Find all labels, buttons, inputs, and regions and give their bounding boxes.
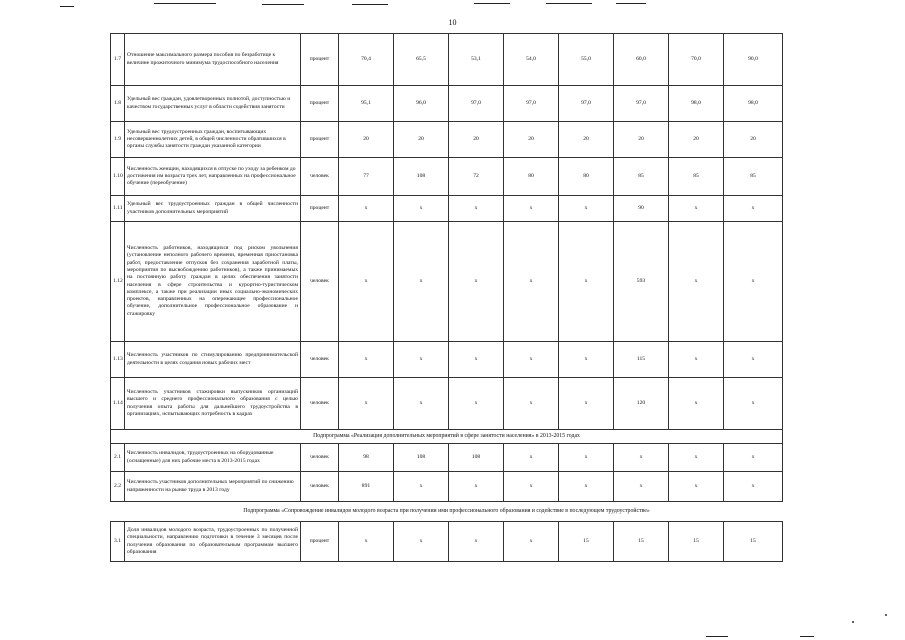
value-cell: 72 bbox=[449, 158, 504, 196]
unit: человек bbox=[301, 472, 339, 502]
unit: процент bbox=[301, 122, 339, 158]
value-cell: x bbox=[394, 378, 449, 430]
row-number: 1.8 bbox=[111, 86, 125, 122]
block-3 bbox=[111, 502, 783, 562]
value-cell: 77 bbox=[339, 158, 394, 196]
value-cell: 20 bbox=[559, 122, 614, 158]
row-number: 1.9 bbox=[111, 122, 125, 158]
table-row bbox=[111, 34, 783, 86]
scan-mark bbox=[706, 636, 728, 637]
subprogram-title: Подпрограмма «Сопровождение инвалидов молодого возраста при получении ими профессионального образования и содействие в последующем трудоустройстве» bbox=[243, 507, 650, 514]
subprogram-title: Подпрограмма «Реализация дополнительных мероприятий в сфере занятости населения» в 2013-2015 годах bbox=[111, 430, 783, 444]
table-row bbox=[111, 86, 783, 122]
value-cell: 90 bbox=[614, 196, 669, 222]
value-cell: 108 bbox=[394, 158, 449, 196]
value-cell: 85 bbox=[669, 158, 724, 196]
value-cell: 97,0 bbox=[449, 86, 504, 122]
indicator-name: Численность участников по стимулированию предпринимательской деятельности в целях создания новых рабочих мест bbox=[125, 342, 301, 378]
value-cell: x bbox=[559, 472, 614, 502]
value-cell: 98,0 bbox=[724, 86, 783, 122]
value-cell: 55,0 bbox=[559, 34, 614, 86]
unit: человек bbox=[301, 444, 339, 472]
value-cell: 891 bbox=[339, 472, 394, 502]
value-cell: x bbox=[559, 378, 614, 430]
value-cell: x bbox=[504, 378, 559, 430]
value-cell: 15 bbox=[559, 522, 614, 562]
value-cell: 15 bbox=[724, 522, 783, 562]
value-cell: x bbox=[724, 342, 783, 378]
table-row bbox=[111, 522, 783, 562]
indicator-name: Удельный вес трудоустроенных граждан в общей численности участников дополнительных мероприятий bbox=[125, 196, 301, 222]
value-cell: 97,0 bbox=[559, 86, 614, 122]
value-cell: 60,0 bbox=[614, 34, 669, 86]
indicator-name: Численность работников, находящихся под риском увольнения (установление неполного рабочего времени, временная приостановка работ, предоставление отпусков без сохранения заработной платы, мероприятия по высвобождению работников), а также принимаемых на постоянную работу граждан в целях обеспечения занятости населения в сфере строительства и курортно-туристическом комплексе, а также при реализации иных социально-экономических проектов, направленных на опережающее профессиональное обучение, дополнительное профессиональное образование и стажировку bbox=[125, 222, 301, 342]
row-number: 1.12 bbox=[111, 222, 125, 342]
indicators-table bbox=[110, 33, 783, 562]
value-cell: x bbox=[394, 342, 449, 378]
value-cell: 20 bbox=[394, 122, 449, 158]
value-cell: 20 bbox=[669, 122, 724, 158]
value-cell: x bbox=[394, 222, 449, 342]
value-cell: x bbox=[339, 342, 394, 378]
row-number: 3.1 bbox=[111, 522, 125, 562]
indicator-name: Численность участников стажировки выпускников организаций высшего и среднего профессионального образования с целью получения опыта работы для дальнейшего трудоустройства в организациях, испытывающих потребность в кадрах bbox=[125, 378, 301, 430]
value-cell: 54,0 bbox=[504, 34, 559, 86]
value-cell: 65,5 bbox=[394, 34, 449, 86]
value-cell: 15 bbox=[669, 522, 724, 562]
value-cell: x bbox=[614, 444, 669, 472]
table-row bbox=[111, 122, 783, 158]
row-number: 1.14 bbox=[111, 378, 125, 430]
indicator-name: Численность участников дополнительных мероприятий по снижению напряженности на рынке труда в 2013 году bbox=[125, 472, 301, 502]
value-cell: x bbox=[559, 222, 614, 342]
value-cell: x bbox=[669, 378, 724, 430]
row-number: 1.11 bbox=[111, 196, 125, 222]
table-row bbox=[111, 158, 783, 196]
value-cell: 70,4 bbox=[339, 34, 394, 86]
row-number: 1.10 bbox=[111, 158, 125, 196]
value-cell: x bbox=[559, 196, 614, 222]
table-row bbox=[111, 196, 783, 222]
block-2 bbox=[111, 430, 783, 502]
scan-speck bbox=[852, 621, 854, 623]
value-cell: 96,0 bbox=[394, 86, 449, 122]
value-cell: x bbox=[394, 522, 449, 562]
value-cell: 97,0 bbox=[614, 86, 669, 122]
indicator-name: Численность инвалидов, трудоустроенных на оборудованные (оснащенные) для них рабочие места в 2013-2015 годах bbox=[125, 444, 301, 472]
value-cell: 115 bbox=[614, 342, 669, 378]
table-row bbox=[111, 222, 783, 342]
value-cell: x bbox=[449, 472, 504, 502]
table-row bbox=[111, 444, 783, 472]
value-cell: x bbox=[339, 222, 394, 342]
value-cell: x bbox=[339, 196, 394, 222]
value-cell: 80 bbox=[559, 158, 614, 196]
unit: человек bbox=[301, 158, 339, 196]
subprogram-header bbox=[111, 502, 783, 522]
subprogram-header bbox=[111, 430, 783, 444]
indicator-name: Удельный вес граждан, удовлетворенных полнотой, доступностью и качеством государственных услуг в области содействия занятости bbox=[125, 86, 301, 122]
value-cell: x bbox=[504, 196, 559, 222]
page-number: 10 bbox=[448, 18, 457, 27]
row-number: 1.13 bbox=[111, 342, 125, 378]
value-cell: x bbox=[724, 444, 783, 472]
value-cell: x bbox=[559, 342, 614, 378]
scan-mark bbox=[616, 3, 646, 4]
scan-mark bbox=[262, 4, 304, 5]
value-cell: 70,0 bbox=[669, 34, 724, 86]
unit: процент bbox=[301, 34, 339, 86]
value-cell: 98 bbox=[339, 444, 394, 472]
value-cell: x bbox=[669, 222, 724, 342]
value-cell: x bbox=[724, 222, 783, 342]
indicator-name: Численность женщин, находящихся в отпуске по уходу за ребенком до достижения им возраста трех лет, направленных на профессиональное обучение (переобучение) bbox=[125, 158, 301, 196]
scan-mark bbox=[154, 3, 216, 4]
value-cell: 98,0 bbox=[669, 86, 724, 122]
value-cell: 90,0 bbox=[724, 34, 783, 86]
value-cell: x bbox=[669, 196, 724, 222]
scan-mark bbox=[352, 4, 388, 5]
block-1 bbox=[111, 34, 783, 430]
value-cell: x bbox=[724, 472, 783, 502]
value-cell: 593 bbox=[614, 222, 669, 342]
value-cell: x bbox=[504, 522, 559, 562]
value-cell: x bbox=[504, 342, 559, 378]
value-cell: x bbox=[724, 378, 783, 430]
scan-speck bbox=[885, 614, 887, 616]
scan-mark bbox=[546, 3, 592, 4]
unit: человек bbox=[301, 342, 339, 378]
value-cell: x bbox=[394, 196, 449, 222]
table-row bbox=[111, 472, 783, 502]
unit: процент bbox=[301, 86, 339, 122]
row-number: 2.2 bbox=[111, 472, 125, 502]
indicator-name: Доля инвалидов молодого возраста, трудоустроенных по полученной специальности, направлению подготовки в течение 3 месяцев после получения образования по образовательным программам высшего образования bbox=[125, 522, 301, 562]
value-cell: x bbox=[449, 378, 504, 430]
value-cell: x bbox=[669, 342, 724, 378]
value-cell: x bbox=[504, 444, 559, 472]
indicator-name: Отношение максимального размера пособия по безработице к величине прожиточного минимума трудоспособного населения bbox=[125, 34, 301, 86]
value-cell: x bbox=[504, 472, 559, 502]
value-cell: x bbox=[559, 444, 614, 472]
value-cell: x bbox=[449, 522, 504, 562]
value-cell: 108 bbox=[394, 444, 449, 472]
row-number: 1.7 bbox=[111, 34, 125, 86]
value-cell: 20 bbox=[449, 122, 504, 158]
value-cell: 85 bbox=[614, 158, 669, 196]
scan-mark bbox=[60, 6, 74, 7]
indicator-name: Удельный вес трудоустроенных граждан, воспитывающих несовершеннолетних детей, в общей численности обратившихся в органы службы занятости граждан указанной категории bbox=[125, 122, 301, 158]
value-cell: 85 bbox=[724, 158, 783, 196]
unit: процент bbox=[301, 196, 339, 222]
value-cell: 20 bbox=[614, 122, 669, 158]
value-cell: x bbox=[339, 522, 394, 562]
value-cell: x bbox=[504, 222, 559, 342]
value-cell: 95,1 bbox=[339, 86, 394, 122]
value-cell: x bbox=[339, 378, 394, 430]
value-cell: x bbox=[449, 196, 504, 222]
table-row bbox=[111, 378, 783, 430]
scan-mark bbox=[800, 636, 814, 637]
value-cell: 20 bbox=[504, 122, 559, 158]
value-cell: 20 bbox=[724, 122, 783, 158]
value-cell: 108 bbox=[449, 444, 504, 472]
value-cell: x bbox=[394, 472, 449, 502]
value-cell: x bbox=[669, 444, 724, 472]
unit: человек bbox=[301, 222, 339, 342]
value-cell: x bbox=[724, 196, 783, 222]
value-cell: x bbox=[669, 472, 724, 502]
value-cell: 15 bbox=[614, 522, 669, 562]
row-number: 2.1 bbox=[111, 444, 125, 472]
value-cell: x bbox=[614, 472, 669, 502]
value-cell: 120 bbox=[614, 378, 669, 430]
value-cell: 53,1 bbox=[449, 34, 504, 86]
value-cell: 20 bbox=[339, 122, 394, 158]
table-row bbox=[111, 342, 783, 378]
value-cell: x bbox=[449, 222, 504, 342]
unit: процент bbox=[301, 522, 339, 562]
value-cell: x bbox=[449, 342, 504, 378]
value-cell: 97,0 bbox=[504, 86, 559, 122]
scan-mark bbox=[474, 3, 510, 4]
value-cell: 80 bbox=[504, 158, 559, 196]
unit: человек bbox=[301, 378, 339, 430]
